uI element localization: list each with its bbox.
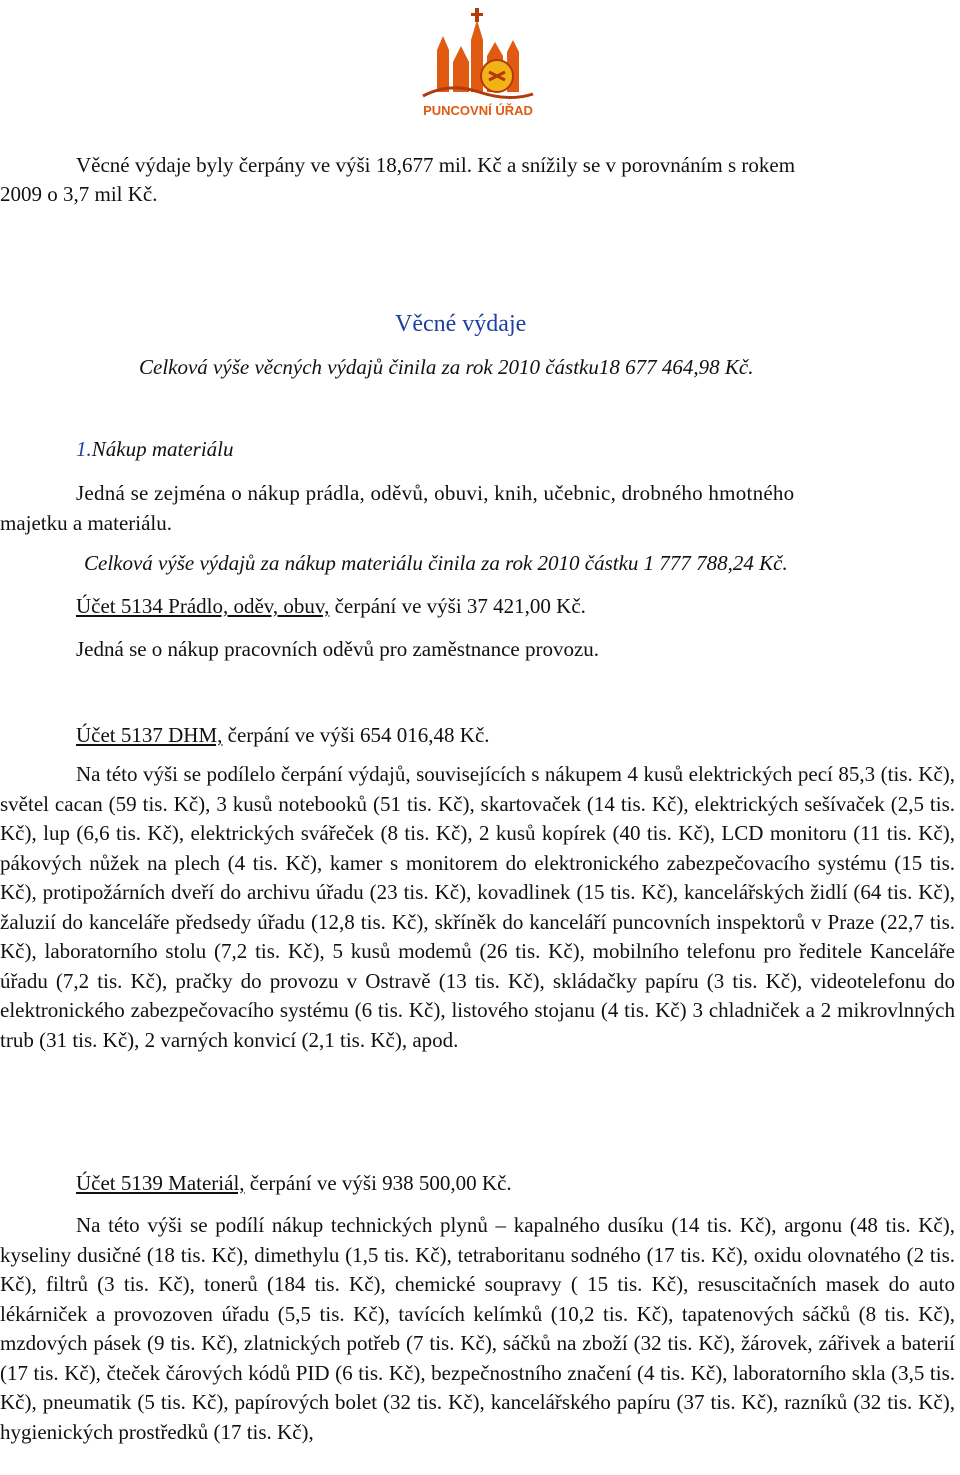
account-5137-line	[76, 724, 490, 746]
account-5137-text: čerpání ve výši 654 016,48 Kč.	[222, 723, 490, 747]
account-5139-text: čerpání ve výši 938 500,00 Kč.	[244, 1171, 512, 1195]
item-1-total: Celková výše výdajů za nákup materiálu činila za rok 2010 částku 1 777 788,24 Kč.	[84, 551, 788, 575]
account-5134-label: Účet 5134 Prádlo, oděv, obuv,	[76, 594, 330, 618]
item-1-title: Nákup materiálu	[91, 437, 234, 461]
account-5137-paragraph: Na této výši se podílelo čerpání výdajů, souvisejících s nákupem 4 kusů elektrických pecí 85,3 (tis. Kč), světel cacan (59 tis. Kč), 3 kusů notebooků (51 tis. Kč), skartovaček (14 tis. Kč), elektrických sešívaček (2,5 tis. Kč), lup (6,6 tis. Kč), elektrických svářeček (8 tis. Kč), 2 kusů kopírek (40 tis. Kč), LCD monitoru (11 tis. Kč), pákových nůžek na plech (4 tis. Kč), kamer s monitorem do elektronického zabezpečovacího systému (15 tis. Kč), protipožárních dveří do archivu úřadu (23 tis. Kč), kovadlinek (15 tis. Kč), kancelářských židlí (64 tis. Kč), žaluzií do kanceláře předsedy úřadu (12,8 tis. Kč), skříněk do kanceláří puncovních inspektorů v Praze (22,7 tis. Kč), laboratorního stolu (7,2 tis. Kč), 5 kusů modemů (26 tis. Kč), mobilního telefonu pro ředitele Kanceláře úřadu (7,2 tis. Kč), pračky do provozu v Ostravě (13 tis. Kč), skládačky papíru (3 tis. Kč), videotelefonu do elektronického zabezpečovacího systému (6 tis. Kč), listového stojanu (4 tis. Kč) 3 chladniček a 2 mikrovlnných trub (31 tis. Kč), 2 varných konvicí (2,1 tis. Kč), apod.	[0, 762, 955, 1052]
account-5134-desc: Jedná se o nákup pracovních oděvů pro zaměstnance provozu.	[76, 637, 600, 661]
item-1-number: 1.	[76, 437, 92, 461]
account-5134-line	[76, 595, 586, 617]
item-1-heading	[76, 438, 234, 460]
item-1-desc-1: Jedná se zejména o nákup prádla, oděvů, obuvi, knih, učebnic, drobného hmotného	[76, 481, 795, 505]
intro-line-1: Věcné výdaje byly čerpány ve výši 18,677 mil. Kč a snížily se v porovnáním s rokem	[76, 153, 796, 177]
account-5134-text: čerpání ve výši 37 421,00 Kč.	[329, 594, 586, 618]
account-5139-paragraph: Na této výši se podílí nákup technických plynů – kapalného dusíku (14 tis. Kč), argonu (48 tis. Kč), kyseliny dusičné (18 tis. Kč), dimethylu (1,5 tis. Kč), tetraboritanu sodného (17 tis. Kč), oxidu olovnatého (2 tis. Kč), filtrů (3 tis. Kč), tonerů (184 tis. Kč), chemické soupravy ( 15 tis. Kč), resuscitačních masek do auto lékárniček a provozoven úřadu (5,5 tis. Kč), tavících kelímků (10,2 tis. Kč), tapatenových sáčků (8 tis. Kč), mzdových pásek (9 tis. Kč), zlatnických potřeb (7 tis. Kč), sáčků na zboží (32 tis. Kč), žárovek, zářivek a baterií (17 tis. Kč), čteček čárových kódů PID (6 tis. Kč), bezpečnostního značení (4 tis. Kč), laboratorního skla (3,5 tis. Kč), pneumatik (5 tis. Kč), papírových bolet (32 tis. Kč), kancelářského papíru (37 tis. Kč), razníků (32 tis. Kč), hygienických prostředků (17 tis. Kč),	[0, 1213, 955, 1444]
item-1-desc-2: majetku a materiálu.	[0, 511, 173, 535]
account-5139-label: Účet 5139 Materiál,	[76, 1171, 245, 1195]
punc-office-logo	[409, 6, 547, 122]
section-title: Věcné výdaje	[395, 311, 527, 337]
account-5137-label: Účet 5137 DHM,	[76, 723, 223, 747]
logo-text: PUNCOVNÍ ÚŘAD	[423, 103, 533, 118]
account-5139-line	[76, 1172, 512, 1194]
section-subtitle: Celková výše věcných výdajů činila za rok 2010 částku18 677 464,98 Kč.	[139, 355, 754, 379]
intro-line-2: 2009 o 3,7 mil Kč.	[0, 182, 158, 206]
